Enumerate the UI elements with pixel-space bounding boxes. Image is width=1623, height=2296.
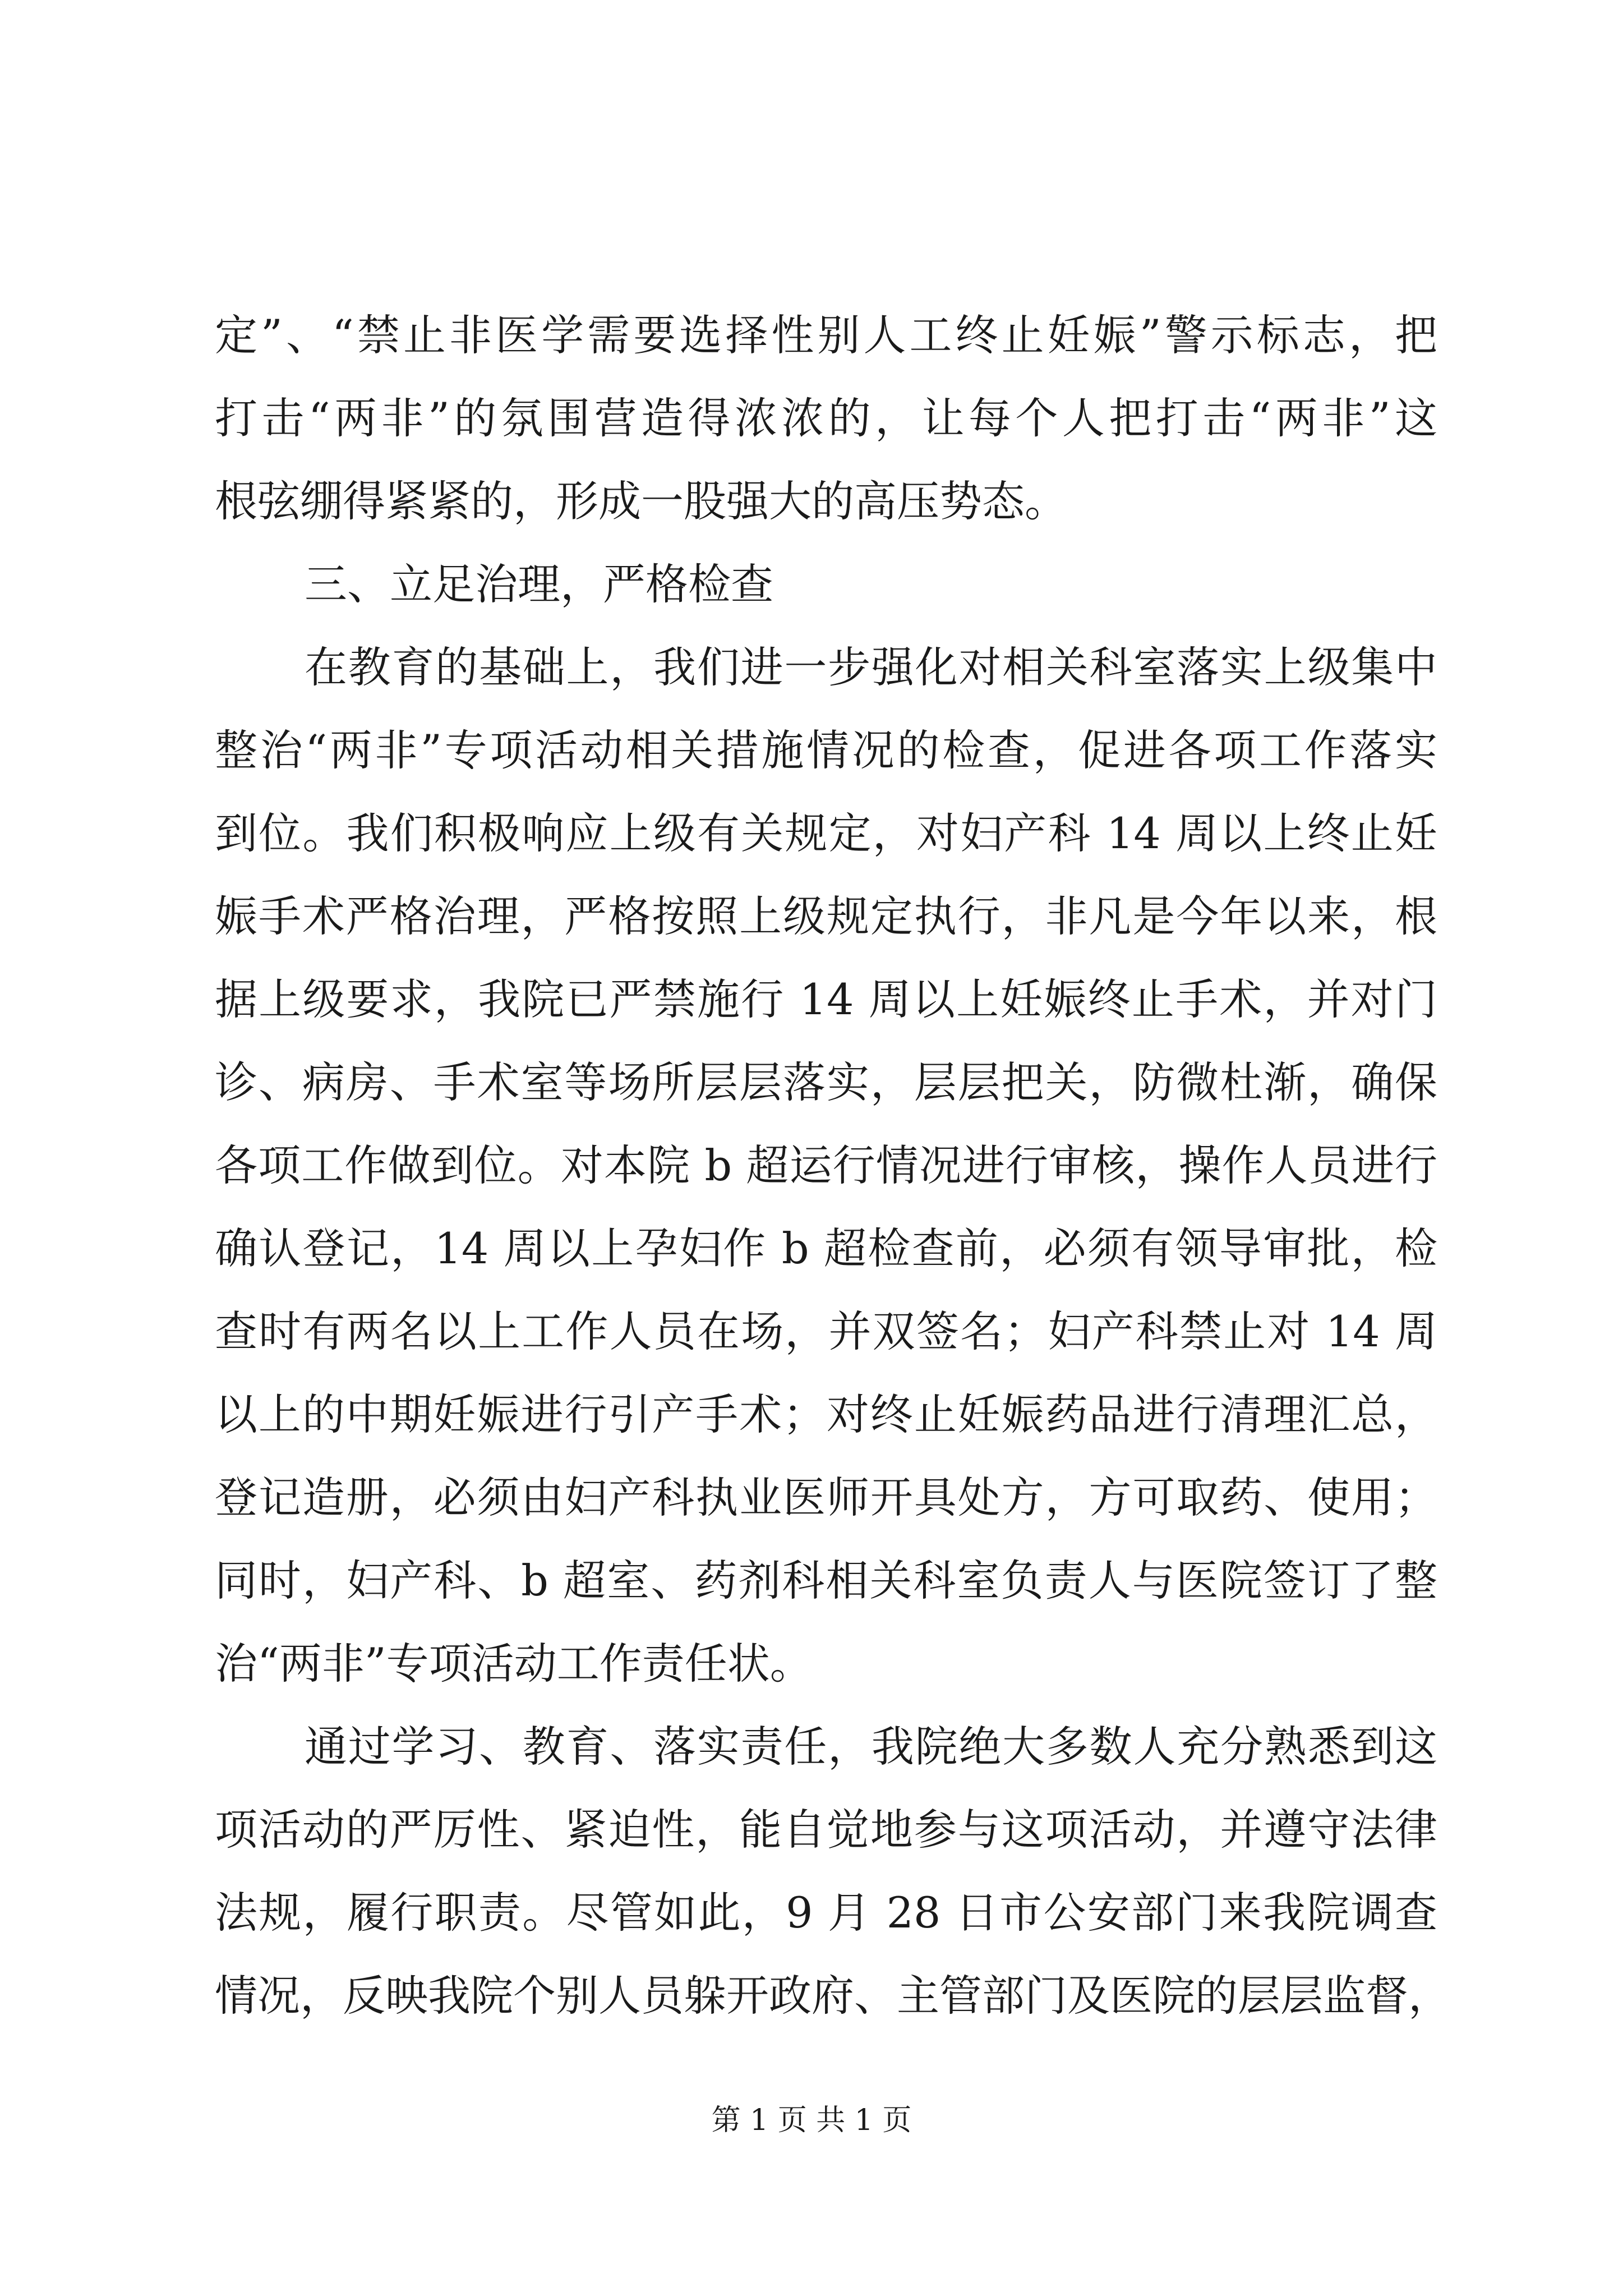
text-line: 确认登记，14 周以上孕妇作 b 超检查前，必须有领导审批，检 — [215, 1223, 1437, 1273]
text-line: 治“两非”专项活动工作责任状。 — [215, 1639, 813, 1688]
text-line: 法规，履行职责。尽管如此，9 月 28 日市公安部门来我院调查 — [215, 1888, 1437, 1938]
text-line: 据上级要求，我院已严禁施行 14 周以上妊娠终止手术，并对门 — [215, 974, 1437, 1024]
text-line: 诊、病房、手术室等场所层层落实，层层把关，防微杜渐，确保 — [215, 1057, 1437, 1107]
text-line: 根弦绷得紧紧的，形成一股强大的高压势态。 — [215, 476, 1067, 526]
text-line: 以上的中期妊娠进行引产手术；对终止妊娠药品进行清理汇总， — [215, 1389, 1437, 1439]
text-line: 娠手术严格治理，严格按照上级规定执行，非凡是今年以来，根 — [215, 891, 1437, 941]
text-line: 打击“两非”的氛围营造得浓浓的，让每个人把打击“两非”这 — [215, 393, 1437, 443]
section-heading: 三、立足治理，严格检查 — [305, 559, 773, 609]
text-line: 项活动的严厉性、紧迫性，能自觉地参与这项活动，并遵守法律 — [215, 1805, 1437, 1855]
text-line: 各项工作做到位。对本院 b 超运行情况进行审核，操作人员进行 — [215, 1140, 1437, 1190]
page-number-footer: 第 1 页 共 1 页 — [711, 2104, 912, 2137]
text-line: 通过学习、教育、落实责任，我院绝大多数人充分熟悉到这 — [305, 1722, 1437, 1772]
text-line: 整治“两非”专项活动相关措施情况的检查，促进各项工作落实 — [215, 725, 1437, 775]
text-line: 同时，妇产科、b 超室、药剂科相关科室负责人与医院签订了整 — [215, 1556, 1437, 1605]
text-line: 到位。我们积极响应上级有关规定，对妇产科 14 周以上终止妊 — [215, 808, 1437, 858]
text-line: 定”、“禁止非医学需要选择性别人工终止妊娠”警示标志，把 — [215, 310, 1437, 360]
text-line: 在教育的基础上，我们进一步强化对相关科室落实上级集中 — [305, 642, 1437, 692]
text-line: 查时有两名以上工作人员在场，并双签名；妇产科禁止对 14 周 — [215, 1306, 1437, 1356]
text-line: 情况，反映我院个别人员躲开政府、主管部门及医院的层层监督， — [215, 1971, 1451, 2021]
text-line: 登记造册，必须由妇产科执业医师开具处方，方可取药、使用； — [215, 1473, 1437, 1522]
